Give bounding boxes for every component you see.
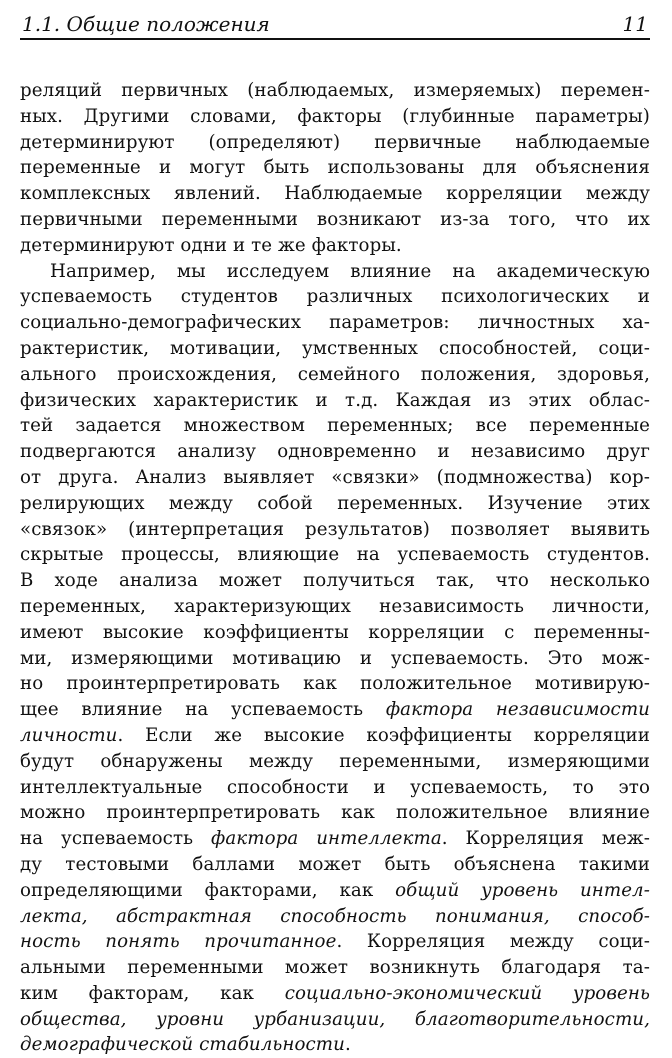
text-line: имеют высокие коэффициенты корреляции с переменны-: [20, 621, 650, 643]
text-line: личности. Если же высокие коэффициенты корреляции: [20, 724, 650, 746]
text-line: но проинтерпретировать как положительное мотивирую-: [20, 673, 650, 695]
page-number: 11: [622, 12, 648, 36]
text-line: «связок» (интерпретация результатов) позволяет выявить: [20, 518, 650, 540]
page-header: [20, 10, 650, 40]
text-line: комплексных явлений. Наблюдаемые корреляции между: [20, 183, 650, 205]
text-line: ных. Другими словами, факторы (глубинные параметры): [20, 105, 650, 127]
text-line: физических характеристик и т.д. Каждая из этих облас-: [20, 389, 650, 411]
text-line: от друга. Анализ выявляет «связки» (подмножества) кор-: [20, 466, 650, 488]
italic-term: лекта, абстрактная способность понимания, способ-: [20, 905, 650, 927]
italic-term: общий уровень интел-: [395, 879, 650, 901]
text-line: подвергаются анализу одновременно и независимо друг: [20, 441, 650, 463]
text-line: ность понять прочитанное. Корреляция между соци-: [20, 931, 650, 953]
text-line: ду тестовыми баллами может быть объяснена такими: [20, 853, 650, 875]
text-line: интеллектуальные способности и успеваемость, то это: [20, 776, 650, 798]
text-line: щее влияние на успеваемость фактора независимости: [20, 699, 650, 721]
text-line: социально-демографических параметров: личностных ха-: [20, 312, 650, 334]
italic-term: личности: [20, 724, 118, 746]
text-line: [20, 1007, 650, 1033]
text-line: [20, 904, 650, 930]
text-line: демографической стабильности.: [20, 1034, 351, 1056]
text-line: тей задается множеством переменных; все переменные: [20, 415, 650, 437]
text-line: В ходе анализа может получиться так, что несколько: [20, 570, 650, 592]
text-line: будут обнаружены между переменными, измеряющими: [20, 750, 650, 772]
italic-term: фактора интеллекта: [211, 828, 442, 850]
italic-term: демографической стабильности: [20, 1034, 345, 1056]
text-line: скрытые процессы, влияющие на успеваемость студентов.: [20, 544, 650, 566]
text-line: рактеристик, мотивации, умственных способностей, соци-: [20, 337, 650, 359]
running-head-title: 1.1. Общие положения: [22, 12, 270, 36]
text-line: можно проинтерпретировать как положительное влияние: [20, 802, 650, 824]
text-line: релирующих между собой переменных. Изучение этих: [20, 492, 650, 514]
italic-term: общества, уровни урбанизации, благотворительности,: [20, 1008, 650, 1030]
text-line: ального происхождения, семейного положения, здоровья,: [20, 363, 650, 385]
text-line: успеваемость студентов различных психологических и: [20, 286, 650, 308]
text-line: определяющими факторами, как общий уровень интел-: [20, 879, 650, 901]
text-line: ким факторам, как социально-экономический уровень: [20, 982, 650, 1004]
text-line: на успеваемость фактора интеллекта. Корреляция меж-: [20, 828, 650, 850]
text-line: ми, измеряющими мотивацию и успеваемость. Это мож-: [20, 647, 650, 669]
text-line: переменных, характеризующих независимость личности,: [20, 595, 650, 617]
italic-term: ность понять прочитанное: [20, 931, 337, 953]
text-line: Например, мы исследуем влияние на академическую: [50, 260, 650, 282]
italic-term: социально-экономический уровень: [284, 982, 650, 1004]
italic-term: фактора независимости: [385, 699, 650, 721]
text-line: детерминируют одни и те же факторы.: [20, 234, 402, 256]
text-line: первичными переменными возникают из-за того, что их: [20, 208, 650, 230]
text-line: реляций первичных (наблюдаемых, измеряемых) перемен-: [20, 80, 650, 101]
text-line: переменные и могут быть использованы для объяснения: [20, 157, 650, 179]
text-line: детерминируют (определяют) первичные наблюдаемые: [20, 131, 650, 153]
text-line: альными переменными может возникнуть благодаря та-: [20, 957, 650, 979]
body-text: [20, 78, 650, 1058]
